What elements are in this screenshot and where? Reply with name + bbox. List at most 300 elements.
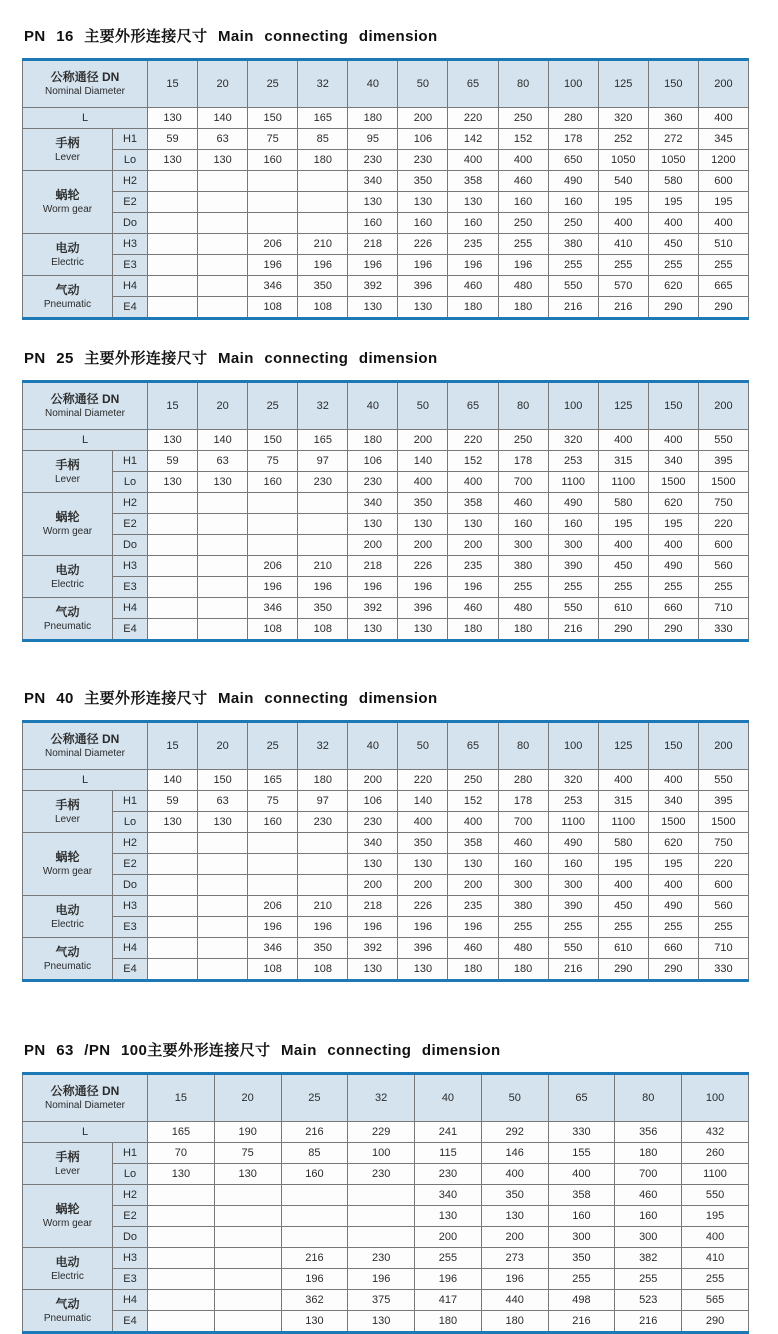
value-cell: 180 (498, 619, 548, 641)
value-cell: 130 (348, 959, 398, 981)
l-value-cell: 229 (348, 1122, 415, 1143)
value-cell: 195 (598, 192, 648, 213)
group-label-en: Electric (51, 578, 84, 590)
row-key-cell: H4 (113, 938, 148, 959)
value-cell: 395 (698, 451, 748, 472)
value-cell: 700 (498, 812, 548, 833)
value-cell: 130 (148, 150, 198, 171)
value-cell: 400 (648, 535, 698, 556)
dn-header-cell: 50 (398, 60, 448, 108)
value-cell: 218 (348, 234, 398, 255)
value-cell (281, 1185, 348, 1206)
row-key-cell: Lo (113, 150, 148, 171)
value-cell: 216 (615, 1311, 682, 1333)
value-cell: 400 (648, 213, 698, 234)
value-cell: 200 (481, 1227, 548, 1248)
value-cell: 380 (498, 556, 548, 577)
row-key-cell: H1 (113, 1143, 148, 1164)
value-cell: 230 (348, 1248, 415, 1269)
value-cell: 300 (498, 535, 548, 556)
dn-header-row (23, 382, 749, 430)
value-cell: 200 (398, 535, 448, 556)
value-cell (198, 896, 248, 917)
group-label-en: Worm gear (42, 1218, 93, 1229)
l-value-cell: 292 (481, 1122, 548, 1143)
value-cell: 130 (148, 1164, 215, 1185)
value-cell: 340 (348, 493, 398, 514)
group-label-en: Electric (51, 256, 84, 268)
value-cell (298, 213, 348, 234)
value-cell: 218 (348, 896, 398, 917)
row-key-cell: Do (113, 213, 148, 234)
value-cell (281, 1227, 348, 1248)
value-cell: 290 (698, 297, 748, 319)
value-cell: 195 (598, 514, 648, 535)
value-cell (198, 535, 248, 556)
value-cell: 400 (598, 875, 648, 896)
value-cell: 195 (648, 192, 698, 213)
value-cell: 450 (648, 234, 698, 255)
value-cell (148, 276, 198, 297)
value-cell: 75 (248, 791, 298, 812)
value-cell: 130 (198, 150, 248, 171)
group-label-zh: 手柄 (55, 797, 80, 812)
value-cell: 216 (598, 297, 648, 319)
value-cell: 460 (448, 938, 498, 959)
value-cell: 400 (648, 875, 698, 896)
data-row (23, 150, 749, 171)
value-cell: 152 (498, 129, 548, 150)
dn-header-cell: 100 (548, 722, 598, 770)
group-label-zh: 电动 (55, 240, 80, 255)
group-label-en: Worm gear (42, 866, 93, 877)
value-cell: 196 (348, 1269, 415, 1290)
value-cell: 196 (398, 577, 448, 598)
value-cell: 272 (648, 129, 698, 150)
dn-header-cell: 32 (348, 1074, 415, 1122)
group-label-cell (23, 833, 113, 896)
value-cell: 600 (698, 875, 748, 896)
value-cell: 196 (298, 255, 348, 276)
value-cell: 100 (348, 1143, 415, 1164)
value-cell: 130 (398, 297, 448, 319)
value-cell: 195 (698, 192, 748, 213)
value-cell: 160 (498, 192, 548, 213)
value-cell: 340 (648, 791, 698, 812)
l-value-cell: 400 (698, 108, 748, 129)
value-cell: 346 (248, 938, 298, 959)
row-key-cell: H2 (113, 493, 148, 514)
group-label-zh: 手柄 (55, 1149, 80, 1164)
value-cell: 253 (548, 451, 598, 472)
pn63-100-table (22, 1072, 749, 1334)
l-label-cell: L (23, 430, 148, 451)
value-cell: 230 (348, 1164, 415, 1185)
data-row (23, 896, 749, 917)
value-cell: 350 (398, 833, 448, 854)
row-key-cell: Lo (113, 472, 148, 493)
group-label-zh: 蜗轮 (55, 510, 80, 524)
row-key-cell: E4 (113, 1311, 148, 1333)
value-cell: 315 (598, 451, 648, 472)
nominal-diameter-en: Nominal Diameter (44, 1100, 126, 1111)
value-cell: 200 (415, 1227, 482, 1248)
value-cell: 130 (148, 472, 198, 493)
value-cell: 196 (248, 917, 298, 938)
value-cell (198, 192, 248, 213)
row-key-cell: E3 (113, 577, 148, 598)
value-cell: 490 (648, 556, 698, 577)
dn-header-cell: 40 (348, 382, 398, 430)
value-cell (248, 213, 298, 234)
value-cell: 1100 (598, 812, 648, 833)
value-cell (214, 1290, 281, 1311)
row-key-cell: E4 (113, 297, 148, 319)
value-cell: 550 (682, 1185, 749, 1206)
value-cell: 210 (298, 234, 348, 255)
value-cell: 130 (481, 1206, 548, 1227)
pn40-section (0, 690, 778, 982)
value-cell (148, 875, 198, 896)
value-cell: 235 (448, 234, 498, 255)
value-cell: 255 (598, 255, 648, 276)
value-cell: 390 (548, 896, 598, 917)
value-cell: 220 (698, 514, 748, 535)
value-cell (198, 255, 248, 276)
value-cell (148, 297, 198, 319)
row-key-cell: E4 (113, 959, 148, 981)
value-cell (148, 255, 198, 276)
value-cell: 750 (698, 833, 748, 854)
group-label-cell (23, 234, 113, 276)
value-cell (148, 619, 198, 641)
value-cell: 130 (398, 619, 448, 641)
dn-header-cell: 50 (481, 1074, 548, 1122)
nominal-diameter-en: Nominal Diameter (44, 408, 126, 419)
value-cell (214, 1311, 281, 1333)
row-key-cell: E4 (113, 619, 148, 641)
value-cell: 70 (148, 1143, 215, 1164)
value-cell: 410 (598, 234, 648, 255)
pn25-table-host (0, 380, 778, 642)
value-cell: 490 (548, 171, 598, 192)
dn-header-cell: 80 (498, 382, 548, 430)
row-key-cell: E3 (113, 255, 148, 276)
value-cell: 160 (548, 854, 598, 875)
value-cell: 710 (698, 938, 748, 959)
group-label-zh: 电动 (55, 1254, 80, 1269)
value-cell (298, 833, 348, 854)
value-cell (148, 577, 198, 598)
value-cell: 610 (598, 598, 648, 619)
value-cell: 450 (598, 556, 648, 577)
value-cell: 300 (615, 1227, 682, 1248)
pn16-section (0, 28, 778, 320)
value-cell: 178 (498, 451, 548, 472)
value-cell: 130 (348, 1311, 415, 1333)
value-cell: 180 (415, 1311, 482, 1333)
row-key-cell: H4 (113, 276, 148, 297)
row-key-cell: H4 (113, 598, 148, 619)
value-cell: 620 (648, 833, 698, 854)
value-cell (148, 1311, 215, 1333)
value-cell: 396 (398, 938, 448, 959)
value-cell: 480 (498, 938, 548, 959)
value-cell: 340 (648, 451, 698, 472)
value-cell: 250 (548, 213, 598, 234)
value-cell: 330 (698, 619, 748, 641)
value-cell: 340 (348, 171, 398, 192)
value-cell: 210 (298, 896, 348, 917)
value-cell (248, 833, 298, 854)
nominal-diameter-en: Nominal Diameter (44, 86, 126, 97)
value-cell: 460 (498, 833, 548, 854)
value-cell: 160 (615, 1206, 682, 1227)
dn-header-cell: 200 (698, 382, 748, 430)
value-cell: 75 (214, 1143, 281, 1164)
value-cell: 108 (248, 619, 298, 641)
l-value-cell: 216 (281, 1122, 348, 1143)
l-value-cell: 432 (682, 1122, 749, 1143)
value-cell (248, 493, 298, 514)
value-cell (198, 577, 248, 598)
value-cell: 95 (348, 129, 398, 150)
value-cell: 130 (214, 1164, 281, 1185)
data-row (23, 255, 749, 276)
value-cell: 290 (648, 297, 698, 319)
l-value-cell: 165 (298, 108, 348, 129)
row-key-cell: Do (113, 875, 148, 896)
value-cell (148, 917, 198, 938)
value-cell: 570 (598, 276, 648, 297)
value-cell: 196 (248, 577, 298, 598)
value-cell: 218 (348, 556, 398, 577)
value-cell: 195 (648, 854, 698, 875)
value-cell (198, 514, 248, 535)
value-cell: 400 (598, 213, 648, 234)
value-cell (198, 234, 248, 255)
row-key-cell: H3 (113, 896, 148, 917)
value-cell: 480 (498, 276, 548, 297)
value-cell: 540 (598, 171, 648, 192)
value-cell: 178 (498, 791, 548, 812)
value-cell (148, 213, 198, 234)
value-cell: 140 (398, 791, 448, 812)
value-cell: 290 (598, 619, 648, 641)
value-cell (248, 854, 298, 875)
pn40-table (22, 720, 749, 982)
value-cell (198, 959, 248, 981)
group-label-zh: 电动 (55, 562, 80, 577)
value-cell: 358 (548, 1185, 615, 1206)
value-cell: 480 (498, 598, 548, 619)
value-cell: 97 (298, 791, 348, 812)
value-cell: 130 (415, 1206, 482, 1227)
row-key-cell: E2 (113, 192, 148, 213)
group-label-en: Lever (54, 151, 80, 163)
value-cell (198, 854, 248, 875)
value-cell: 450 (598, 896, 648, 917)
group-label-cell (23, 129, 113, 171)
value-cell: 180 (298, 150, 348, 171)
value-cell (198, 875, 248, 896)
value-cell: 560 (698, 556, 748, 577)
l-value-cell: 130 (148, 430, 198, 451)
nominal-diameter-cell (23, 1074, 148, 1122)
value-cell: 290 (682, 1311, 749, 1333)
group-label-zh: 手柄 (55, 457, 80, 472)
value-cell (214, 1227, 281, 1248)
value-cell: 620 (648, 276, 698, 297)
dn-header-cell: 20 (198, 382, 248, 430)
value-cell: 75 (248, 451, 298, 472)
data-row (23, 938, 749, 959)
data-row (23, 1164, 749, 1185)
l-value-cell: 180 (348, 108, 398, 129)
value-cell: 392 (348, 938, 398, 959)
value-cell: 226 (398, 556, 448, 577)
dn-header-cell: 40 (415, 1074, 482, 1122)
value-cell (148, 556, 198, 577)
row-key-cell: H4 (113, 1290, 148, 1311)
l-row (23, 108, 749, 129)
dn-header-cell: 20 (198, 60, 248, 108)
value-cell: 255 (598, 917, 648, 938)
value-cell: 196 (498, 255, 548, 276)
value-cell: 130 (148, 812, 198, 833)
data-row (23, 1248, 749, 1269)
dn-header-cell: 25 (248, 60, 298, 108)
group-label-cell (23, 171, 113, 234)
value-cell (198, 171, 248, 192)
value-cell (198, 213, 248, 234)
value-cell: 460 (448, 276, 498, 297)
data-row (23, 276, 749, 297)
l-value-cell: 165 (148, 1122, 215, 1143)
value-cell: 130 (398, 959, 448, 981)
value-cell: 315 (598, 791, 648, 812)
l-value-cell: 280 (498, 770, 548, 791)
value-cell (148, 598, 198, 619)
l-value-cell: 320 (548, 430, 598, 451)
data-row (23, 959, 749, 981)
group-label-cell (23, 451, 113, 493)
value-cell: 440 (481, 1290, 548, 1311)
nominal-diameter-zh: 公称通径 DN (50, 1084, 120, 1098)
row-key-cell: H1 (113, 791, 148, 812)
value-cell: 255 (498, 917, 548, 938)
group-label-en: Lever (54, 813, 80, 825)
value-cell: 63 (198, 129, 248, 150)
value-cell: 160 (498, 854, 548, 875)
l-value-cell: 220 (448, 430, 498, 451)
value-cell: 460 (498, 493, 548, 514)
group-label-zh: 电动 (55, 902, 80, 917)
value-cell: 63 (198, 451, 248, 472)
dn-header-cell: 80 (615, 1074, 682, 1122)
value-cell: 660 (648, 938, 698, 959)
value-cell: 130 (281, 1311, 348, 1333)
value-cell (214, 1206, 281, 1227)
data-row (23, 171, 749, 192)
value-cell: 160 (548, 192, 598, 213)
value-cell: 255 (548, 1269, 615, 1290)
pn63-100-title: PN 63 /PN 100主要外形连接尺寸 Main connecting dimension (24, 1042, 501, 1059)
l-value-cell: 320 (598, 108, 648, 129)
value-cell: 345 (698, 129, 748, 150)
value-cell: 235 (448, 896, 498, 917)
value-cell: 1200 (698, 150, 748, 171)
value-cell (348, 1227, 415, 1248)
value-cell: 255 (548, 917, 598, 938)
group-label-zh: 蜗轮 (55, 188, 80, 202)
l-value-cell: 241 (415, 1122, 482, 1143)
group-label-en: Worm gear (42, 526, 93, 537)
value-cell: 1500 (698, 812, 748, 833)
data-row (23, 1185, 749, 1206)
value-cell: 106 (348, 451, 398, 472)
value-cell: 59 (148, 451, 198, 472)
value-cell (298, 514, 348, 535)
value-cell: 346 (248, 598, 298, 619)
value-cell (198, 276, 248, 297)
value-cell: 1050 (648, 150, 698, 171)
value-cell (148, 171, 198, 192)
l-value-cell: 190 (214, 1122, 281, 1143)
group-label-cell (23, 1290, 113, 1333)
dn-header-row (23, 722, 749, 770)
value-cell: 490 (548, 493, 598, 514)
dn-header-cell: 25 (248, 722, 298, 770)
value-cell: 206 (248, 896, 298, 917)
group-label-en: Pneumatic (43, 620, 92, 632)
value-cell: 550 (548, 598, 598, 619)
value-cell (148, 1248, 215, 1269)
value-cell (148, 1269, 215, 1290)
dn-header-cell: 32 (298, 722, 348, 770)
value-cell: 255 (648, 255, 698, 276)
value-cell: 178 (548, 129, 598, 150)
l-value-cell: 400 (598, 430, 648, 451)
value-cell (148, 833, 198, 854)
l-value-cell: 200 (348, 770, 398, 791)
dn-header-cell: 15 (148, 60, 198, 108)
value-cell: 255 (698, 577, 748, 598)
data-row (23, 514, 749, 535)
value-cell: 195 (648, 514, 698, 535)
value-cell (148, 192, 198, 213)
value-cell: 130 (398, 192, 448, 213)
value-cell (198, 493, 248, 514)
value-cell: 200 (348, 535, 398, 556)
l-value-cell: 250 (448, 770, 498, 791)
value-cell: 400 (481, 1164, 548, 1185)
value-cell: 152 (448, 791, 498, 812)
l-value-cell: 250 (498, 108, 548, 129)
value-cell (148, 493, 198, 514)
value-cell: 330 (698, 959, 748, 981)
value-cell (148, 896, 198, 917)
data-row (23, 297, 749, 319)
value-cell: 196 (448, 255, 498, 276)
value-cell: 417 (415, 1290, 482, 1311)
value-cell: 358 (448, 833, 498, 854)
value-cell: 610 (598, 938, 648, 959)
group-label-zh: 手柄 (55, 135, 80, 150)
pn40-table-host (0, 720, 778, 982)
value-cell: 230 (398, 150, 448, 171)
nominal-diameter-zh: 公称通径 DN (50, 392, 120, 406)
